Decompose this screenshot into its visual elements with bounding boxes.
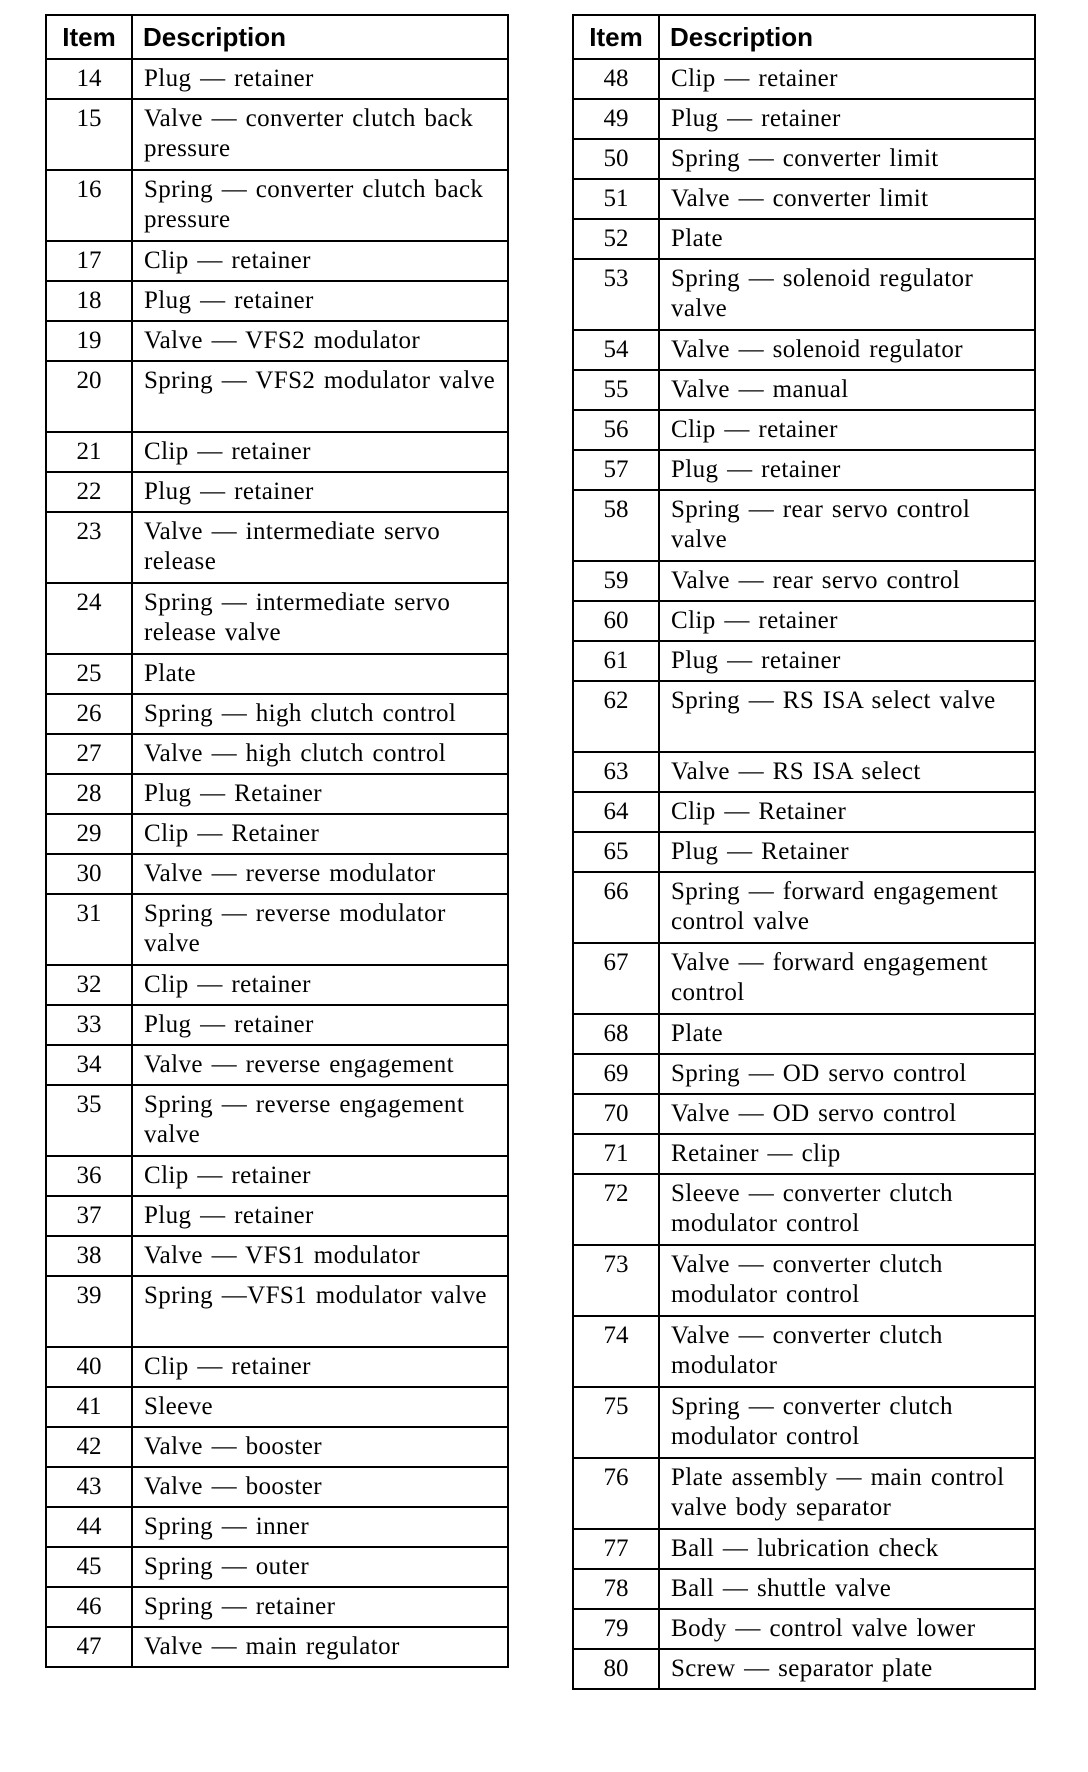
table-row (573, 1609, 1035, 1649)
item-number: 20 (46, 361, 132, 432)
item-description: Ball — lubrication check (659, 1529, 1035, 1569)
item-number: 76 (573, 1458, 659, 1529)
item-number: 70 (573, 1094, 659, 1134)
item-number: 63 (573, 752, 659, 792)
header-item: Item (573, 15, 659, 59)
table-row (46, 814, 508, 854)
item-number: 69 (573, 1054, 659, 1094)
item-number: 65 (573, 832, 659, 872)
item-description: Clip — Retainer (659, 792, 1035, 832)
item-number: 14 (46, 59, 132, 99)
item-number: 68 (573, 1014, 659, 1054)
item-description: Plug — retainer (659, 641, 1035, 681)
item-number: 47 (46, 1627, 132, 1667)
item-description: Plug — retainer (659, 99, 1035, 139)
item-description: Valve — reverse engagement (132, 1045, 508, 1085)
item-number: 71 (573, 1134, 659, 1174)
item-description: Spring — retainer (132, 1587, 508, 1627)
item-description: Valve — solenoid regulator (659, 330, 1035, 370)
item-number: 79 (573, 1609, 659, 1649)
item-number: 15 (46, 99, 132, 170)
table-row (573, 99, 1035, 139)
table-row (573, 601, 1035, 641)
item-number: 16 (46, 170, 132, 241)
item-description: Valve — rear servo control (659, 561, 1035, 601)
item-number: 37 (46, 1196, 132, 1236)
table-row (46, 774, 508, 814)
item-number: 73 (573, 1245, 659, 1316)
item-number: 67 (573, 943, 659, 1014)
table-row (46, 281, 508, 321)
item-description: Spring — outer (132, 1547, 508, 1587)
parts-table-right (572, 14, 1036, 1690)
item-number: 26 (46, 694, 132, 734)
item-description: Clip — retainer (132, 432, 508, 472)
table-row (46, 361, 508, 432)
item-number: 64 (573, 792, 659, 832)
table-row (46, 583, 508, 654)
item-description: Plug — retainer (132, 281, 508, 321)
item-number: 29 (46, 814, 132, 854)
table-row (46, 894, 508, 965)
item-description: Plate assembly — main control valve body separator (659, 1458, 1035, 1529)
item-description: Plug — retainer (132, 1005, 508, 1045)
item-description: Plug — retainer (659, 450, 1035, 490)
item-number: 51 (573, 179, 659, 219)
item-description: Spring — converter clutch modulator control (659, 1387, 1035, 1458)
table-row (46, 321, 508, 361)
table-row (46, 1196, 508, 1236)
item-description: Valve — reverse modulator (132, 854, 508, 894)
table-row (46, 1005, 508, 1045)
table-row (46, 241, 508, 281)
item-number: 28 (46, 774, 132, 814)
item-number: 54 (573, 330, 659, 370)
item-description: Valve — RS ISA select (659, 752, 1035, 792)
item-description: Valve — intermediate servo release (132, 512, 508, 583)
item-number: 32 (46, 965, 132, 1005)
table-row (573, 139, 1035, 179)
item-description: Sleeve — converter clutch modulator control (659, 1174, 1035, 1245)
table-row (573, 219, 1035, 259)
item-number: 49 (573, 99, 659, 139)
item-number: 75 (573, 1387, 659, 1458)
item-description: Spring — inner (132, 1507, 508, 1547)
item-number: 34 (46, 1045, 132, 1085)
table-row (573, 1245, 1035, 1316)
header-description: Description (659, 15, 1035, 59)
table-row (573, 832, 1035, 872)
item-description: Plug — retainer (132, 59, 508, 99)
table-row (46, 965, 508, 1005)
item-description: Spring — converter clutch back pressure (132, 170, 508, 241)
item-description: Screw — separator plate (659, 1649, 1035, 1689)
table-row (573, 1387, 1035, 1458)
table-row (573, 1174, 1035, 1245)
item-description: Sleeve (132, 1387, 508, 1427)
item-description: Spring — forward engagement control valve (659, 872, 1035, 943)
table-row (46, 1276, 508, 1347)
item-number: 22 (46, 472, 132, 512)
item-number: 25 (46, 654, 132, 694)
item-number: 60 (573, 601, 659, 641)
item-description: Spring — intermediate servo release valve (132, 583, 508, 654)
table-row (573, 330, 1035, 370)
table-row (573, 410, 1035, 450)
parts-table-left (45, 14, 509, 1668)
table-row (46, 1156, 508, 1196)
table-row (573, 752, 1035, 792)
table-row (46, 512, 508, 583)
item-number: 44 (46, 1507, 132, 1547)
table-row (573, 1458, 1035, 1529)
table-row (573, 1569, 1035, 1609)
header-row (573, 15, 1035, 59)
item-number: 40 (46, 1347, 132, 1387)
table-row (573, 641, 1035, 681)
item-description: Ball — shuttle valve (659, 1569, 1035, 1609)
table-row (46, 1347, 508, 1387)
table-row (573, 681, 1035, 752)
item-number: 19 (46, 321, 132, 361)
item-description: Clip — retainer (132, 965, 508, 1005)
table-row (46, 1085, 508, 1156)
table-row (573, 1649, 1035, 1689)
table-row (573, 1014, 1035, 1054)
item-number: 58 (573, 490, 659, 561)
table-row (573, 1054, 1035, 1094)
table-row (46, 99, 508, 170)
table-row (46, 1427, 508, 1467)
table-row (573, 370, 1035, 410)
item-description: Plate (659, 1014, 1035, 1054)
table-row (46, 472, 508, 512)
table-row (46, 59, 508, 99)
table-row (573, 1094, 1035, 1134)
item-number: 21 (46, 432, 132, 472)
item-number: 78 (573, 1569, 659, 1609)
item-number: 27 (46, 734, 132, 774)
item-description: Valve — converter clutch modulator (659, 1316, 1035, 1387)
table-row (573, 1529, 1035, 1569)
item-number: 38 (46, 1236, 132, 1276)
item-description: Valve — OD servo control (659, 1094, 1035, 1134)
table-row (573, 490, 1035, 561)
item-number: 31 (46, 894, 132, 965)
item-number: 62 (573, 681, 659, 752)
table-row (573, 792, 1035, 832)
header-item: Item (46, 15, 132, 59)
item-description: Spring — converter limit (659, 139, 1035, 179)
item-number: 77 (573, 1529, 659, 1569)
item-description: Spring —VFS1 modulator valve (132, 1276, 508, 1347)
header-row (46, 15, 508, 59)
item-description: Spring — reverse engagement valve (132, 1085, 508, 1156)
item-number: 17 (46, 241, 132, 281)
table-row (46, 432, 508, 472)
item-description: Valve — manual (659, 370, 1035, 410)
item-description: Valve — converter limit (659, 179, 1035, 219)
table-row (46, 1627, 508, 1667)
item-number: 59 (573, 561, 659, 601)
table-row (573, 943, 1035, 1014)
table-row (46, 1045, 508, 1085)
item-description: Spring — VFS2 modulator valve (132, 361, 508, 432)
item-number: 55 (573, 370, 659, 410)
item-description: Valve — VFS1 modulator (132, 1236, 508, 1276)
item-number: 39 (46, 1276, 132, 1347)
table-row (46, 1236, 508, 1276)
table-row (46, 1387, 508, 1427)
item-description: Body — control valve lower (659, 1609, 1035, 1649)
item-description: Plug — Retainer (659, 832, 1035, 872)
item-description: Valve — high clutch control (132, 734, 508, 774)
item-number: 80 (573, 1649, 659, 1689)
item-number: 74 (573, 1316, 659, 1387)
item-description: Spring — RS ISA select valve (659, 681, 1035, 752)
item-number: 53 (573, 259, 659, 330)
item-description: Plug — Retainer (132, 774, 508, 814)
table-row (46, 654, 508, 694)
table-row (573, 259, 1035, 330)
item-description: Retainer — clip (659, 1134, 1035, 1174)
item-number: 56 (573, 410, 659, 450)
item-description: Clip — retainer (132, 241, 508, 281)
item-description: Spring — rear servo control valve (659, 490, 1035, 561)
item-number: 36 (46, 1156, 132, 1196)
item-number: 52 (573, 219, 659, 259)
table-row (46, 694, 508, 734)
item-number: 50 (573, 139, 659, 179)
table-row (573, 1134, 1035, 1174)
item-description: Valve — booster (132, 1427, 508, 1467)
table-row (46, 1507, 508, 1547)
item-description: Clip — retainer (132, 1347, 508, 1387)
item-description: Plug — retainer (132, 472, 508, 512)
item-description: Valve — booster (132, 1467, 508, 1507)
item-description: Plug — retainer (132, 1196, 508, 1236)
item-description: Valve — converter clutch back pressure (132, 99, 508, 170)
item-number: 72 (573, 1174, 659, 1245)
item-description: Spring — OD servo control (659, 1054, 1035, 1094)
item-number: 43 (46, 1467, 132, 1507)
item-description: Clip — retainer (659, 410, 1035, 450)
item-description: Valve — VFS2 modulator (132, 321, 508, 361)
item-number: 24 (46, 583, 132, 654)
table-row (46, 1547, 508, 1587)
item-number: 45 (46, 1547, 132, 1587)
item-number: 33 (46, 1005, 132, 1045)
item-description: Spring — solenoid regulator valve (659, 259, 1035, 330)
item-description: Valve — converter clutch modulator control (659, 1245, 1035, 1316)
item-number: 48 (573, 59, 659, 99)
item-description: Spring — high clutch control (132, 694, 508, 734)
item-number: 57 (573, 450, 659, 490)
table-row (573, 179, 1035, 219)
item-number: 46 (46, 1587, 132, 1627)
item-number: 23 (46, 512, 132, 583)
item-number: 18 (46, 281, 132, 321)
item-number: 66 (573, 872, 659, 943)
table-row (46, 1587, 508, 1627)
item-description: Clip — Retainer (132, 814, 508, 854)
table-row (573, 450, 1035, 490)
table-row (46, 734, 508, 774)
item-description: Plate (132, 654, 508, 694)
item-description: Clip — retainer (132, 1156, 508, 1196)
item-number: 42 (46, 1427, 132, 1467)
table-row (573, 59, 1035, 99)
table-row (46, 170, 508, 241)
item-description: Plate (659, 219, 1035, 259)
item-description: Spring — reverse modulator valve (132, 894, 508, 965)
item-description: Valve — main regulator (132, 1627, 508, 1667)
item-number: 35 (46, 1085, 132, 1156)
table-row (46, 1467, 508, 1507)
item-description: Clip — retainer (659, 59, 1035, 99)
item-number: 61 (573, 641, 659, 681)
header-description: Description (132, 15, 508, 59)
table-row (573, 1316, 1035, 1387)
item-description: Valve — forward engagement control (659, 943, 1035, 1014)
item-number: 30 (46, 854, 132, 894)
item-description: Clip — retainer (659, 601, 1035, 641)
table-row (573, 872, 1035, 943)
item-number: 41 (46, 1387, 132, 1427)
table-row (46, 854, 508, 894)
table-row (573, 561, 1035, 601)
